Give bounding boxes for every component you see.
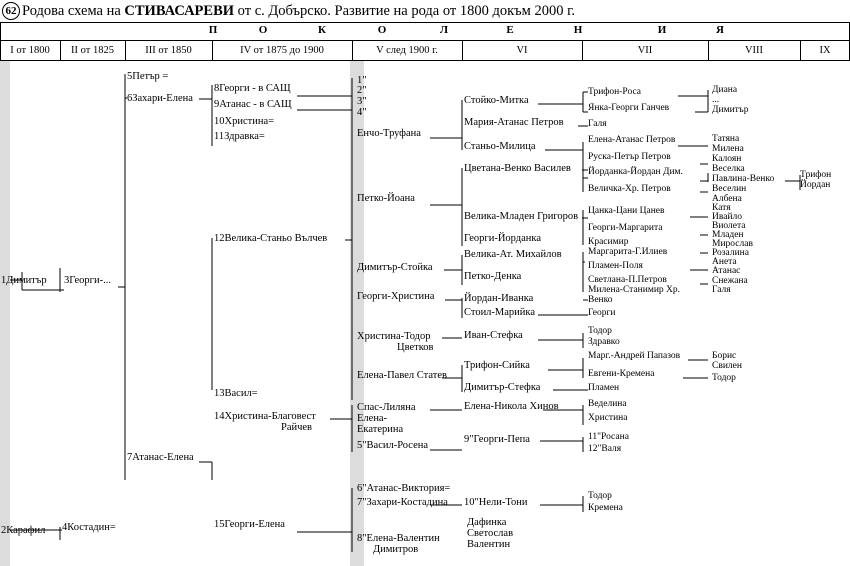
person-g7-19: Евгени-Кремена xyxy=(588,369,655,379)
person-g6-8: Йордан-Иванка xyxy=(464,293,534,304)
person-g8-5: Калоян xyxy=(712,154,742,164)
person-g7-4: Руска-Петър Петров xyxy=(588,152,671,162)
person-g5-13: Екатерина xyxy=(357,424,404,435)
family-name: СТИВАСАРЕВИ xyxy=(124,3,235,19)
person-g7-9: Красимир xyxy=(588,237,629,247)
person-g5-1: 2" xyxy=(357,85,367,96)
person-g6-7: Петко-Денка xyxy=(464,271,522,282)
person-g8-16: Анета xyxy=(712,257,737,267)
person-g4-4: 12Велика-Станьо Вълчев xyxy=(214,233,328,244)
person-g7-13: Милена-Станимир Хр. xyxy=(588,285,681,295)
person-g8-2: Димитър xyxy=(712,105,749,115)
person-g6-5: Георги-Йорданка xyxy=(464,233,542,244)
person-g6-9: Стоил-Марийка xyxy=(464,307,536,318)
person-g7-24: 12"Валя xyxy=(588,444,622,454)
person-g5-4: Енчо-Труфана xyxy=(357,128,421,139)
title-prefix: Родова схема на xyxy=(22,3,121,19)
person-g6-12: Димитър-Стефка xyxy=(464,382,541,393)
person-g4-8: 15Георги-Елена xyxy=(214,519,285,530)
person-g5-8: Христина-Тодор xyxy=(357,331,431,342)
person-g5-14: 5"Васил-Росена xyxy=(357,440,429,451)
person-g8-10: Катя xyxy=(712,203,731,213)
person-g4-1: 9Атанас - в САЩ xyxy=(214,99,292,110)
person-g1-1: 2Карафил xyxy=(1,525,46,536)
generation-4-header: IV от 1875 до 1900 xyxy=(240,45,324,56)
generation-2-header: II от 1825 xyxy=(71,45,114,56)
person-g6-6: Велика-Ат. Михайлов xyxy=(464,249,562,260)
title-suffix: от с. Добърско. Развитие на рода от 1800 докъм 2000 г. xyxy=(237,3,576,19)
person-g8-11: Ивайло xyxy=(712,212,743,222)
person-g7-7: Цанка-Цани Цанев xyxy=(588,206,665,216)
heading-letter: О xyxy=(258,24,268,36)
person-g7-5: Йорданка-Йордан Дим. xyxy=(588,167,683,177)
person-g7-12: Светлана-П.Петров xyxy=(588,275,667,285)
generation-1-header: I от 1800 xyxy=(10,45,50,56)
person-g6-2: Станьо-Милица xyxy=(464,141,536,152)
person-g8-9: Албена xyxy=(712,194,742,204)
person-g9-0: Трифон xyxy=(800,170,832,180)
person-g5-16: 7"Захари-Костадина xyxy=(357,497,448,508)
person-g8-18: Снежана xyxy=(712,276,748,286)
heading-letter: И xyxy=(657,24,667,36)
generation-6-header: VI xyxy=(516,45,528,56)
person-g7-14: Венко xyxy=(588,295,613,305)
person-g5-9: Цветков xyxy=(397,342,434,353)
person-g8-3: Татяна xyxy=(712,134,740,144)
person-g6-3: Цветана-Венко Василев xyxy=(464,163,571,174)
person-g6-13: Елена-Никола Хинов xyxy=(464,401,559,412)
person-g5-5: Петко-Йоана xyxy=(357,193,415,204)
person-g8-7: Павлина-Венко xyxy=(712,174,775,184)
person-g5-2: 3" xyxy=(357,96,367,107)
person-g6-18: Валентин xyxy=(467,539,511,550)
person-g1-0: 1Димитър xyxy=(1,275,47,286)
person-g6-10: Иван-Стефка xyxy=(464,330,523,341)
person-g6-16: Дафинка xyxy=(467,517,507,528)
person-g6-1: Мария-Атанас Петров xyxy=(464,117,564,128)
person-g8-17: Атанас xyxy=(712,266,741,276)
person-g3-0: 5Петър = xyxy=(127,71,169,82)
person-g7-0: Трифон-Роса xyxy=(588,87,642,97)
person-g6-4: Велика-Младен Григоров xyxy=(464,211,579,222)
person-g4-5: 13Васил= xyxy=(214,388,258,399)
person-g7-2: Галя xyxy=(588,119,607,129)
person-g5-15: 6"Атанас-Виктория= xyxy=(357,483,451,494)
heading-letter: Е xyxy=(506,24,514,36)
person-g8-1: ... xyxy=(712,95,720,105)
generation-8-header: VIII xyxy=(744,45,764,56)
person-g8-4: Милена xyxy=(712,144,744,154)
person-g8-0: Диана xyxy=(712,85,738,95)
person-g5-11: Спас-Лиляна xyxy=(357,402,416,413)
person-g7-1: Янка-Георги Ганчев xyxy=(588,103,670,113)
person-g2-0: 3Георги-... xyxy=(64,275,111,286)
person-g6-11: Трифон-Сийка xyxy=(464,360,530,371)
person-g6-14: 9"Георги-Пепа xyxy=(464,434,530,445)
generation-7-header: VII xyxy=(637,45,653,56)
chart-number-badge: 62 xyxy=(2,2,20,20)
person-g5-12: Елена- xyxy=(357,413,388,424)
person-g8-19: Галя xyxy=(712,285,731,295)
heading-letter: П xyxy=(208,24,218,36)
heading-letter: Н xyxy=(573,24,583,36)
generation-5-header: V след 1900 г. xyxy=(376,45,438,56)
person-g7-21: Веделина xyxy=(588,399,627,409)
person-g6-15: 10"Нели-Тони xyxy=(464,497,528,508)
heading-letter: О xyxy=(377,24,387,36)
heading-letter: К xyxy=(318,24,326,36)
person-g6-0: Стойко-Митка xyxy=(464,95,529,106)
person-g7-11: Пламен-Поля xyxy=(588,261,643,271)
person-g7-22: Христина xyxy=(588,413,628,423)
person-g8-13: Младен xyxy=(712,230,744,240)
person-g7-3: Елена-Атанас Петров xyxy=(588,135,676,145)
person-g7-15: Георги xyxy=(588,308,616,318)
person-g7-8: Георги-Маргарита xyxy=(588,223,663,233)
person-g9-1: Йордан xyxy=(800,180,831,190)
person-g4-2: 10Христина= xyxy=(214,116,275,127)
person-g5-10: Елена-Павел Статев xyxy=(357,370,447,381)
generation-3-header: III от 1850 xyxy=(145,45,192,56)
person-g8-22: Тодор xyxy=(712,373,736,383)
person-g7-20: Пламен xyxy=(588,383,620,393)
person-g8-6: Веселка xyxy=(712,164,745,174)
person-g5-6: Димитър-Стойка xyxy=(357,262,433,273)
generation-9-header: IX xyxy=(819,45,831,56)
person-g7-18: Марг.-Андрей Папазов xyxy=(588,351,681,361)
person-g7-25: Тодор xyxy=(588,491,612,501)
person-g4-7: Райчев xyxy=(281,422,313,433)
person-g4-3: 11Здравка= xyxy=(214,131,265,142)
person-g2-1: 4Костадин= xyxy=(62,522,116,533)
person-g8-21: Свилен xyxy=(712,361,742,371)
person-g5-7: Георги-Христина xyxy=(357,291,435,302)
person-g5-18: Димитров xyxy=(373,544,419,555)
person-g8-12: Виолета xyxy=(712,221,746,231)
person-g3-2: 7Атанас-Елена xyxy=(127,452,194,463)
person-g8-20: Борис xyxy=(712,351,737,361)
person-g8-15: Розалина xyxy=(712,248,749,258)
person-g7-26: Кремена xyxy=(588,503,623,513)
person-g7-6: Величка-Хр. Петров xyxy=(588,184,671,194)
person-g5-17: 8"Елена-Валентин xyxy=(357,533,440,544)
person-g7-10: Маргарита-Г.Илиев xyxy=(588,247,668,257)
person-g4-6: 14Христина-Благовест xyxy=(214,411,316,422)
person-g7-16: Тодор xyxy=(588,326,612,336)
person-g4-0: 8Георги - в САЩ xyxy=(214,83,291,94)
person-g5-0: 1" xyxy=(357,75,367,86)
heading-letter: Я xyxy=(716,24,724,36)
person-g8-14: Мирослав xyxy=(712,239,753,249)
heading-letter: Л xyxy=(439,24,449,36)
person-g7-23: 11"Росана xyxy=(588,432,629,442)
person-g8-8: Веселин xyxy=(712,184,747,194)
person-g6-17: Светослав xyxy=(467,528,514,539)
person-g5-3: 4" xyxy=(357,107,367,118)
person-g7-17: Здравко xyxy=(588,337,620,347)
person-g3-1: 6Захари-Елена xyxy=(127,93,193,104)
